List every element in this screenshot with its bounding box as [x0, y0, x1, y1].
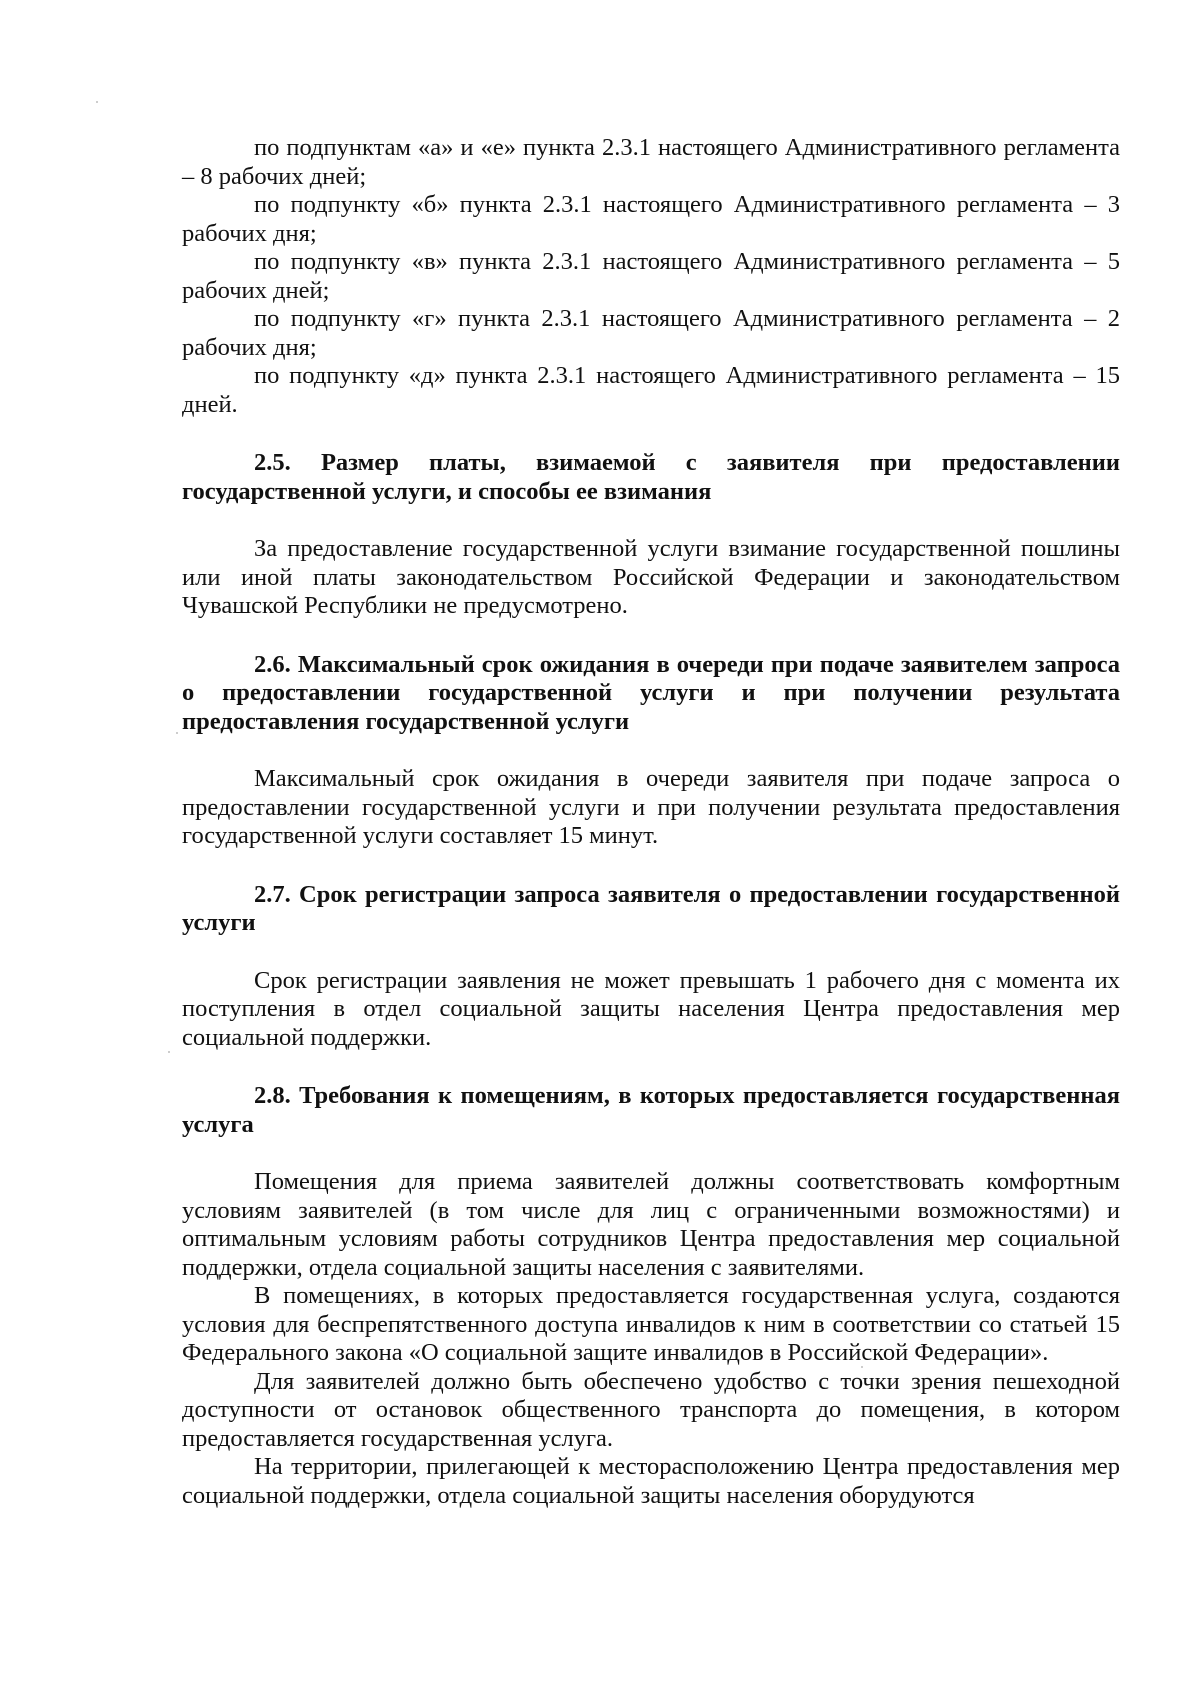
- section-heading-2-5: 2.5. Размер платы, взимаемой с заявителя при предоставлении государственной услуги, и способы ее взимания: [182, 449, 1120, 505]
- section-heading-2-7: 2.7. Срок регистрации запроса заявителя о предоставлении государственной услуги: [182, 880, 1120, 936]
- scan-speck: [176, 732, 178, 734]
- section-heading-2-8: 2.8. Требования к помещениям, в которых предоставляется государственная услуга: [182, 1082, 1120, 1138]
- paragraph-deadline-a-e: по подпунктам «а» и «е» пункта 2.3.1 настоящего Административного регламента – 8 рабочих дней;: [182, 134, 1120, 190]
- section-paragraph-2-8-territory: На территории, прилегающей к месторасположению Центра предоставления мер социальной поддержки, отдела социальной защиты населения оборудуются: [182, 1453, 1120, 1509]
- document-body: [182, 134, 1120, 1510]
- scan-speck: [168, 1051, 170, 1053]
- paragraph-deadline-g: по подпункту «г» пункта 2.3.1 настоящего Административного регламента – 2 рабочих дня;: [182, 305, 1120, 361]
- scan-speck: [96, 101, 98, 103]
- section-heading-2-6: 2.6. Максимальный срок ожидания в очереди при подаче заявителем запроса о предоставлении государственной услуги и при получении результата предоставления государственной услуги: [182, 650, 1120, 735]
- paragraph-deadline-v: по подпункту «в» пункта 2.3.1 настоящего Административного регламента – 5 рабочих дней;: [182, 248, 1120, 304]
- scan-speck: [861, 1366, 863, 1368]
- section-text-2-7: Срок регистрации заявления не может превышать 1 рабочего дня с момента их поступления в отдел социальной защиты населения Центра предоставления мер социальной поддержки.: [182, 966, 1120, 1051]
- paragraph-deadline-d: по подпункту «д» пункта 2.3.1 настоящего Административного регламента – 15 дней.: [182, 362, 1120, 418]
- paragraph-deadline-b: по подпункту «б» пункта 2.3.1 настоящего Административного регламента – 3 рабочих дня;: [182, 191, 1120, 247]
- section-paragraph-2-8-accessibility: В помещениях, в которых предоставляется государственная услуга, создаются условия для беспрепятственного доступа инвалидов к ним в соответствии со статьей 15 Федерального закона «О социальной защите инвалидов в Российской Федерации».: [182, 1282, 1120, 1366]
- section-paragraph-2-8-transport: Для заявителей должно быть обеспечено удобство с точки зрения пешеходной доступности от остановок общественного транспорта до помещения, в котором предоставляется государственная услуга.: [182, 1367, 1120, 1452]
- section-text-2-6: Максимальный срок ожидания в очереди заявителя при подаче запроса о предоставлении государственной услуги и при получении результата предоставления государственной услуги составляет 15 минут.: [182, 765, 1120, 849]
- section-text-2-5: За предоставление государственной услуги взимание государственной пошлины или иной платы законодательством Российской Федерации и законодательством Чувашской Республики не предусмотрено.: [182, 535, 1120, 619]
- section-paragraph-2-8-premises: Помещения для приема заявителей должны соответствовать комфортным условиям заявителей (в том числе для лиц с ограниченными возможностями) и оптимальным условиям работы сотрудников Центра предоставления мер социальной поддержки, отдела социальной защиты населения с заявителями.: [182, 1168, 1120, 1281]
